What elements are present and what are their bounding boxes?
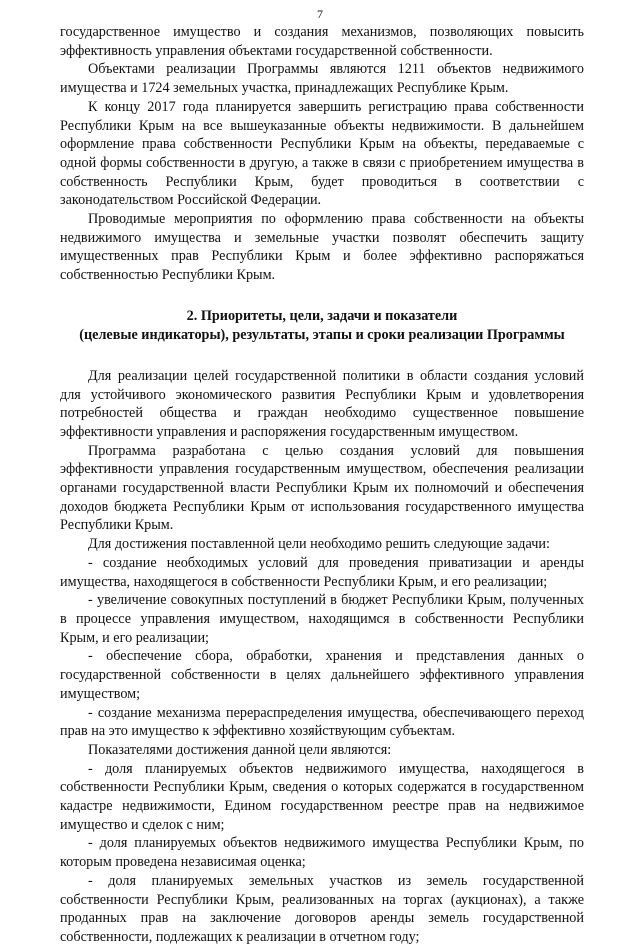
- indicator-item: - доля планируемых объектов недвижимого имущества, находящегося в собственности Республики Крым, сведения о которых содержатся в государственном кадастре недвижимости, Едином государственном реестре прав на недвижимое имущество и сделок с ним;: [60, 760, 584, 833]
- task-item: - увеличение совокупных поступлений в бюджет Республики Крым, полученных в процессе управления имуществом, находящимся в собственности Республики Крым, и его реализации;: [60, 592, 584, 646]
- paragraph: Для достижения поставленной цели необходимо решить следующие задачи:: [88, 536, 550, 553]
- section-heading: [60, 307, 584, 345]
- task-item: - создание механизма перераспределения имущества, обеспечивающего переход прав на это имущество к эффективно хозяйствующим субъектам.: [60, 704, 584, 740]
- document-body: [60, 23, 584, 947]
- paragraph: Проводимые мероприятия по оформлению права собственности на объекты недвижимого имущества и земельные участки позволят обеспечить защиту имущественных прав Республики Крым и более эффективно распоряжаться собственностью Республики Крым.: [60, 211, 584, 284]
- paragraph: Программа разработана с целью создания условий для повышения эффективности управления государственным имуществом, обеспечения реализации органами государственной власти Республики Крым их полномочий и обеспечения доходов бюджета Республики Крым от использования государственного имущества Республики Крым.: [60, 442, 584, 534]
- page-number: 7: [317, 7, 323, 21]
- paragraph: Объектами реализации Программы являются 1211 объектов недвижимого имущества и 1724 земельных участка, принадлежащих Республике Крым.: [60, 61, 584, 97]
- paragraph: государственное имущество и создания механизмов, позволяющих повысить эффективность управления объектами государственной собственности.: [60, 24, 584, 59]
- indicator-item: - доля планируемых земельных участков из земель государственной собственности Республики Крым, реализованных на торгах (аукционах), а также проданных прав на заключение договоров аренды земель государственной собственности, подлежащих к реализации в отчетном году;: [60, 872, 584, 945]
- task-item: - создание необходимых условий для проведения приватизации и аренды имущества, находящегося в собственности Республики Крым, и его реализации;: [60, 554, 584, 590]
- paragraph: Для реализации целей государственной политики в области создания условий для устойчивого экономического развития Республики Крым и удовлетворения потребностей общества и граждан необходимо существенное повышение эффективности управления и распоряжения государственным имуществом.: [60, 367, 584, 440]
- section-heading-line1: 2. Приоритеты, цели, задачи и показатели: [186, 307, 458, 324]
- indicator-item: - доля планируемых объектов недвижимого имущества Республики Крым, по которым проведена независимая оценка;: [60, 835, 584, 871]
- indicators-intro: Показателями достижения данной цели являются:: [88, 741, 392, 758]
- task-item: - обеспечение сбора, обработки, хранения и представления данных о государственной собственности в целях дальнейшего эффективного управления имуществом;: [60, 648, 584, 702]
- paragraph: К концу 2017 года планируется завершить регистрацию права собственности Республики Крым на все вышеуказанные объекты недвижимости. В дальнейшем оформление права собственности Республики Крым на объекты, передаваемые с одной формы собственности в другую, а также в связи с приобретением имущества в собственность Республики Крым, будет проводиться в соответствии с законодательством Российской Федерации.: [60, 98, 584, 209]
- section-heading-line2: (целевые индикаторы), результаты, этапы и сроки реализации Программы: [79, 326, 565, 343]
